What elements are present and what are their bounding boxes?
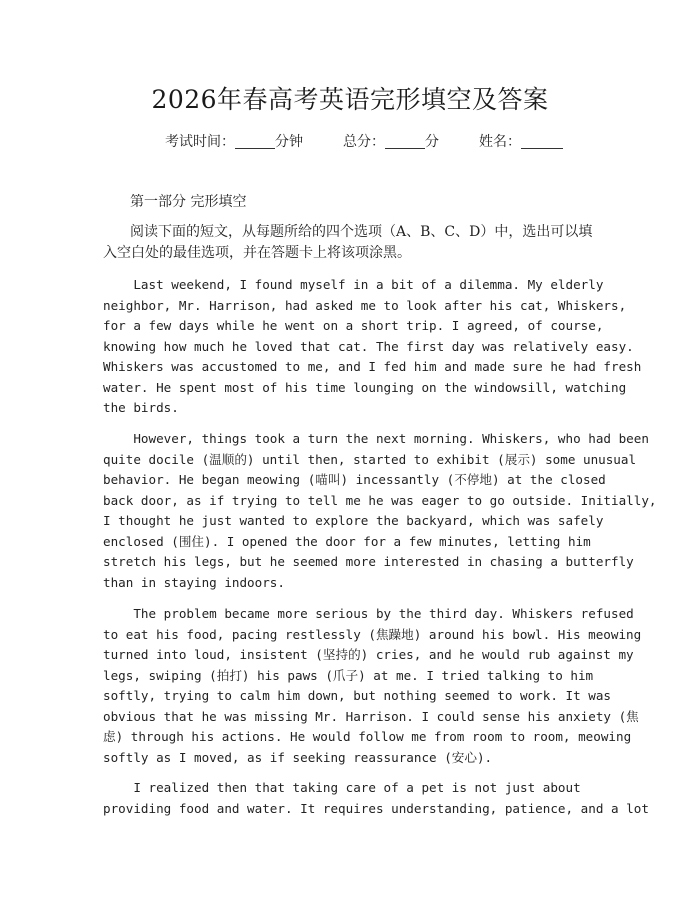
score-label: 总分：	[343, 134, 385, 150]
instructions-paragraph: 阅读下面的短文，从每题所给的四个选项（A、B、C、D）中，选出可以填入空白处的最佳选项，并在答题卡上将该项涂黑。	[103, 224, 593, 261]
score-blank	[385, 134, 425, 149]
passage-line: softly as I moved, as if seeking reassurance (安心).	[103, 749, 493, 765]
name-label: 姓名：	[479, 134, 521, 150]
passage-line: Whiskers was accustomed to me, and I fed him and made sure he had fresh	[103, 359, 642, 374]
passage-line: Last weekend, I found myself in a bit of a dilemma. My elderly	[103, 277, 604, 292]
passage-line: neighbor, Mr. Harrison, had asked me to look after his cat, Whiskers,	[103, 297, 627, 313]
passage-paragraph-1	[103, 275, 642, 419]
time-unit: 分钟	[275, 134, 303, 150]
passage-line: enclosed (围住). I opened the door for a few minutes, letting him	[103, 533, 591, 549]
passage-line: quite docile (温顺的) until then, started to exhibit (展示) some unusual	[103, 451, 637, 467]
passage-line: than in staying indoors.	[103, 574, 285, 590]
passage-line: softly, trying to calm him down, but nothing seemed to work. It was	[103, 688, 611, 703]
exam-info-line	[165, 131, 563, 151]
passage-line: The problem became more serious by the third day. Whiskers refused	[103, 606, 634, 621]
passage-line: legs, swiping (拍打) his paws (爪子) at me. I tried talking to him	[103, 667, 594, 683]
passage-line: the birds.	[103, 400, 179, 415]
passage-line: 虑) through his actions. He would follow me from room to room, meowing	[103, 729, 632, 744]
passage-line: I thought he just wanted to explore the backyard, which was safely	[103, 513, 604, 528]
passage-line: providing food and water. It requires understanding, patience, and a lot	[103, 800, 649, 816]
passage-line: to eat his food, pacing restlessly (焦躁地) around his bowl. His meowing	[103, 626, 642, 642]
passage-line: knowing how much he loved that cat. The first day was relatively easy.	[103, 338, 634, 354]
passage-line: turned into loud, insistent (坚持的) cries, and he would rub against my	[103, 647, 634, 662]
passage-line: behavior. He began meowing (喵叫) incessantly (不停地) at the closed	[103, 472, 606, 487]
section-heading: 第一部分 完形填空	[130, 194, 247, 210]
passage-line: I realized then that taking care of a pet is not just about	[103, 780, 581, 795]
time-blank	[235, 134, 275, 149]
passage-line: obvious that he was missing Mr. Harrison. I could sense his anxiety (焦	[103, 708, 639, 724]
time-label: 考试时间：	[165, 134, 235, 150]
score-unit: 分	[425, 134, 439, 150]
passage-line: stretch his legs, but he seemed more interested in chasing a butterfly	[103, 554, 634, 569]
passage-paragraph-3	[103, 604, 642, 768]
name-blank	[521, 134, 563, 149]
passage-line: back door, as if trying to tell me he was eager to go outside. Initially,	[103, 492, 657, 508]
passage-paragraph-2	[103, 429, 657, 593]
passage-line: water. He spent most of his time lounging on the windowsill, watching	[103, 379, 627, 395]
passage-paragraph-4	[103, 778, 649, 819]
passage-line: However, things took a turn the next morning. Whiskers, who had been	[103, 431, 649, 446]
document-title: 2026年春高考英语完形填空及答案	[151, 85, 549, 114]
passage-line: for a few days while he went on a short trip. I agreed, of course,	[103, 318, 604, 333]
